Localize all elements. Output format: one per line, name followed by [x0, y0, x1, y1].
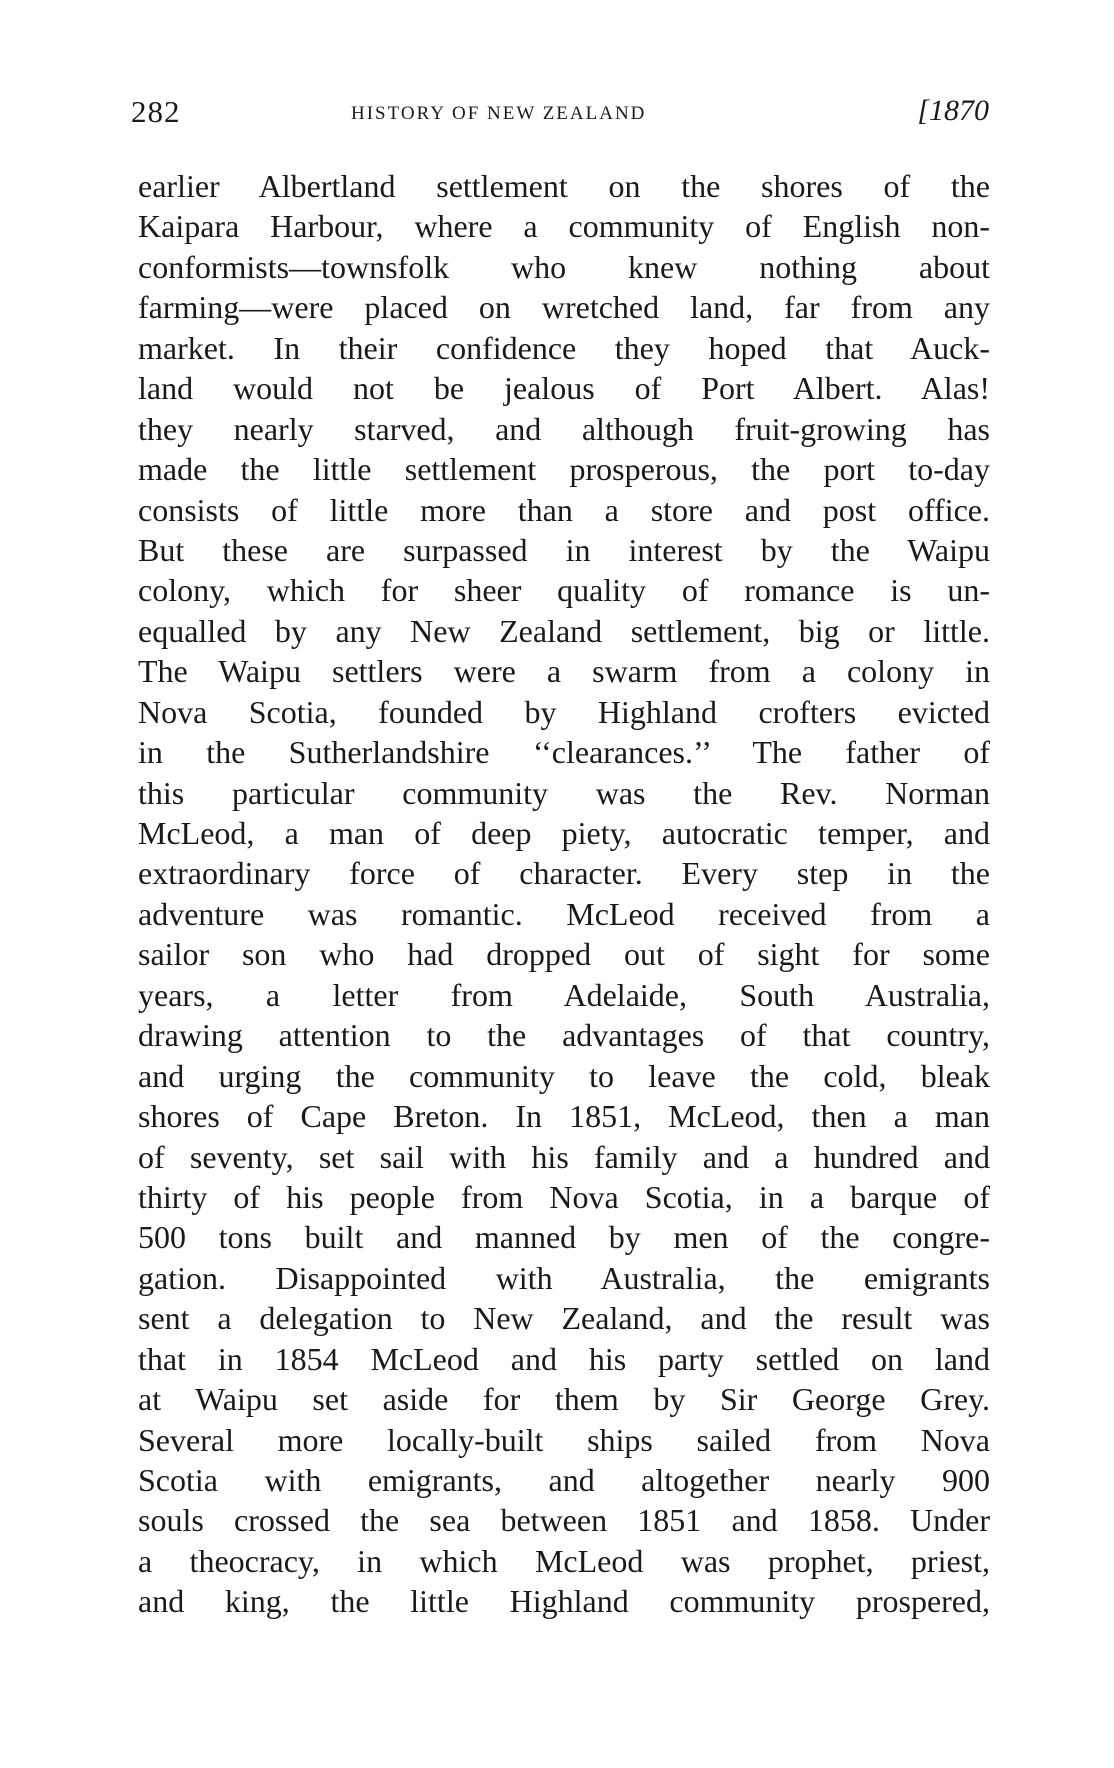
text-line: in the Sutherlandshire ‘‘clearances.’’ The father of	[138, 734, 990, 771]
text-line: of seventy, set sail with his family and a hundred and	[138, 1138, 990, 1175]
text-line: sailor son who had dropped out of sight for some	[138, 936, 990, 973]
text-line: land would not be jealous of Port Albert. Alas!	[138, 370, 990, 407]
text-line: and king, the little Highland community prospered,	[138, 1583, 990, 1620]
text-line: market. In their confidence they hoped that Auck-	[138, 329, 990, 366]
text-line: gation. Disappointed with Australia, the emigrants	[138, 1259, 990, 1296]
text-line: colony, which for sheer quality of romance is un-	[138, 572, 990, 609]
text-line: But these are surpassed in interest by the Waipu	[138, 531, 990, 568]
text-line: they nearly starved, and although fruit-growing has	[138, 410, 990, 447]
text-line: shores of Cape Breton. In 1851, McLeod, then a man	[138, 1098, 990, 1135]
text-line: at Waipu set aside for them by Sir George Grey.	[138, 1381, 990, 1418]
text-line: this particular community was the Rev. Norman	[138, 774, 990, 811]
text-line: equalled by any New Zealand settlement, big or little.	[138, 612, 990, 649]
text-line: souls crossed the sea between 1851 and 1858. Under	[138, 1502, 990, 1539]
text-line: Nova Scotia, founded by Highland crofters evicted	[138, 693, 990, 730]
text-line: years, a letter from Adelaide, South Australia,	[138, 976, 990, 1013]
text-line: extraordinary force of character. Every step in the	[138, 855, 990, 892]
text-line: conformists—townsfolk who knew nothing about	[138, 248, 990, 285]
text-line: sent a delegation to New Zealand, and the result was	[138, 1300, 990, 1337]
text-line: Several more locally-built ships sailed from Nova	[138, 1421, 990, 1458]
text-line: and urging the community to leave the cold, bleak	[138, 1057, 990, 1094]
text-line: consists of little more than a store and post office.	[138, 491, 990, 528]
text-line: Kaipara Harbour, where a community of English non-	[138, 208, 990, 245]
text-line: drawing attention to the advantages of that country,	[138, 1017, 990, 1054]
text-line: farming—were placed on wretched land, far from any	[138, 289, 990, 326]
text-line: adventure was romantic. McLeod received from a	[138, 895, 990, 932]
text-line: McLeod, a man of deep piety, autocratic temper, and	[138, 815, 990, 851]
text-line: a theocracy, in which McLeod was prophet, priest,	[138, 1542, 990, 1579]
text-line: Scotia with emigrants, and altogether nearly 900	[138, 1462, 990, 1498]
page-number: 282	[131, 94, 181, 129]
text-line: made the little settlement prosperous, the port to-day	[138, 451, 990, 488]
text-line: earlier Albertland settlement on the shores of the	[138, 168, 990, 204]
text-line: The Waipu settlers were a swarm from a colony in	[138, 653, 990, 690]
text-line: that in 1854 McLeod and his party settled on land	[138, 1340, 990, 1377]
text-line: thirty of his people from Nova Scotia, in a barque of	[138, 1178, 990, 1215]
running-header	[131, 94, 989, 134]
running-year: [1870	[917, 94, 989, 127]
text-line: 500 tons built and manned by men of the congre-	[138, 1219, 990, 1256]
body-text	[138, 166, 990, 1622]
running-title: HISTORY OF NEW ZEALAND	[351, 103, 647, 124]
